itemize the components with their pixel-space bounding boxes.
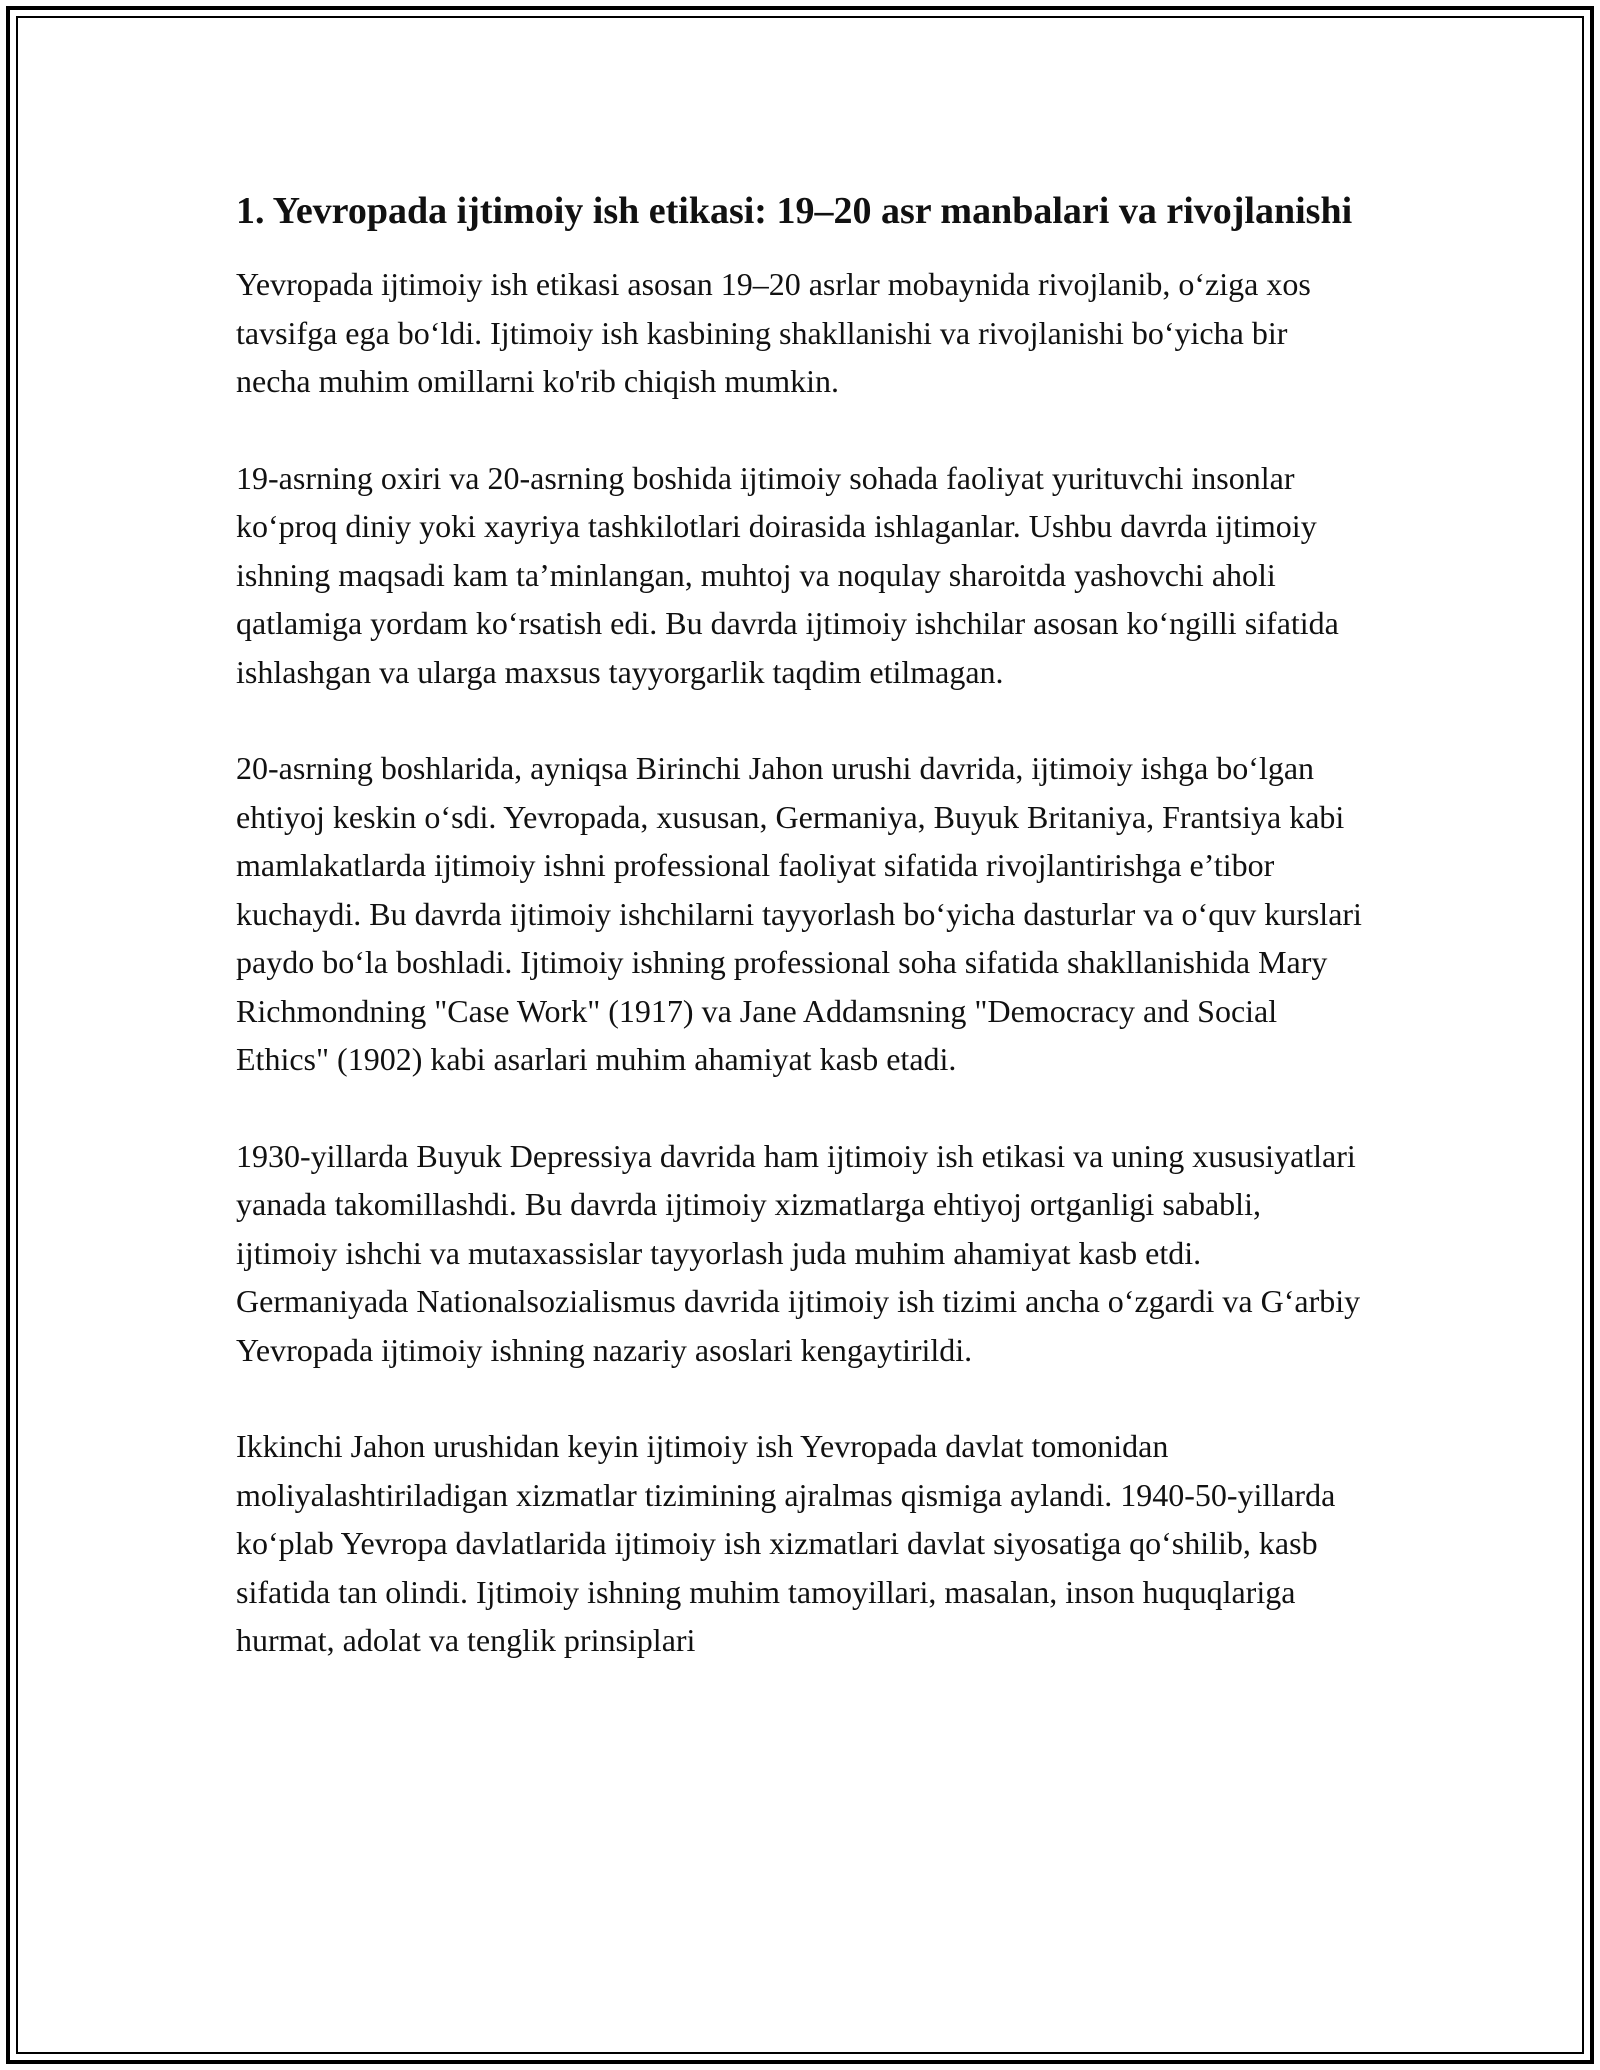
document-body [236, 184, 1366, 1713]
section-heading: 1. Yevropada ijtimoiy ish etikasi: 19–20 asr manbalari va rivojlanishi [236, 190, 1353, 232]
paragraph-19th-century: 19-asrning oxiri va 20-asrning boshida ijtimoiy sohada faoliyat yurituvchi insonlar ko‘proq diniy yoki xayriya tashkilotlari doirasida ishlaganlar. Ushbu davrda ijtimoiy ishning maqsadi kam ta’minlangan, muhtoj va noqulay sharoitda yashovchi aholi qatlamiga yordam ko‘rsatish edi. Bu davrda ijtimoiy ishchilar asosan ko‘ngilli sifatida ishlashgan va ularga maxsus tayyorgarlik taqdim etilmagan. [236, 459, 1339, 690]
paragraph-intro: Yevropada ijtimoiy ish etikasi asosan 19–20 asrlar mobaynida rivojlanib, o‘ziga xos tavsifga ega bo‘ldi. Ijtimoiy ish kasbining shakllanishi va rivojlanishi bo‘yicha bir necha muhim omillarni ko'rib chiqish mumkin. [236, 266, 1311, 399]
paragraph-1930s: 1930-yillarda Buyuk Depressiya davrida ham ijtimoiy ish etikasi va uning xususiyatlari yanada takomillashdi. Bu davrda ijtimoiy xizmatlarga ehtiyoj ortganligi sababli, ijtimoiy ishchi va mutaxassislar tayyorlash juda muhim ahamiyat kasb etdi. Germaniyada Nationalsozialismus davrida ijtimoiy ish tizimi ancha o‘zgardi va G‘arbiy Yevropada ijtimoiy ishning nazariy asoslari kengaytirildi. [236, 1137, 1361, 1368]
paragraph-early-20th-century: 20-asrning boshlarida, ayniqsa Birinchi Jahon urushi davrida, ijtimoiy ishga bo‘lgan ehtiyoj keskin o‘sdi. Yevropada, xususan, Germaniya, Buyuk Britaniya, Frantsiya kabi mamlakatlarda ijtimoiy ishni professional faoliyat sifatida rivojlantirishga e’tibor kuchaydi. Bu davrda ijtimoiy ishchilarni tayyorlash bo‘yicha dasturlar va o‘quv kurslari paydo bo‘la boshladi. Ijtimoiy ishning professional soha sifatida shakllanishida Mary Richmondning "Case Work" (1917) va Jane Addamsning "Democracy and Social Ethics" (1902) kabi asarlari muhim ahamiyat kasb etadi. [236, 750, 1362, 1077]
paragraph-post-war: Ikkinchi Jahon urushidan keyin ijtimoiy ish Yevropada davlat tomonidan moliyalashtiriladigan xizmatlar tizimining ajralmas qismiga aylandi. 1940-50-yillarda ko‘plab Yevropa davlatlarida ijtimoiy ish xizmatlari davlat siyosatiga qo‘shilib, kasb sifatida tan olindi. Ijtimoiy ishning muhim tamoyillari, masalan, inson huquqlariga hurmat, adolat va tenglik prinsiplari [236, 1428, 1336, 1658]
